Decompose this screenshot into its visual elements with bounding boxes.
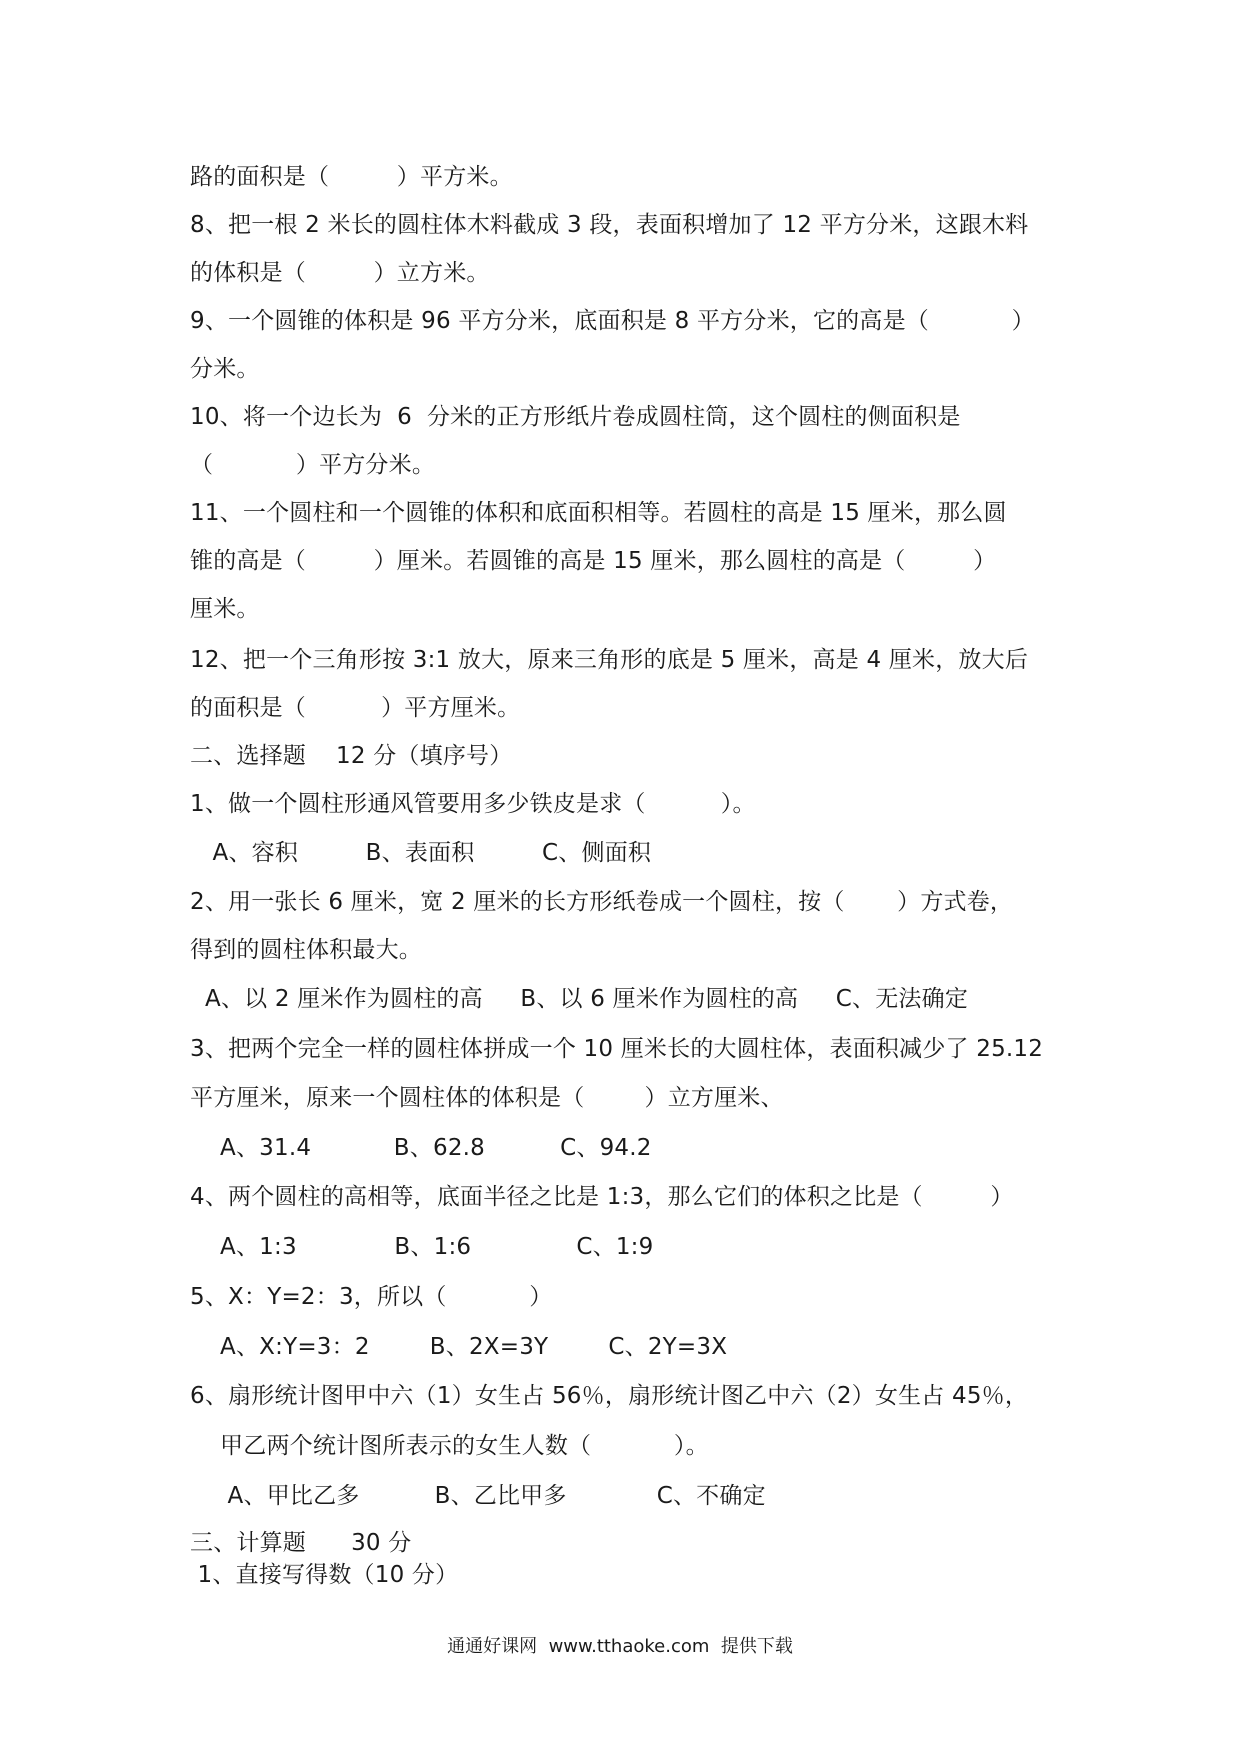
footer-credit: 通通好课网 www.tthaoke.com 提供下载 xyxy=(447,1636,793,1657)
text-line: 路的面积是（ ）平方米。 xyxy=(190,164,513,190)
question-line: 甲乙两个统计图所表示的女生人数（ ）。 xyxy=(190,1433,709,1459)
text-line: 10、将一个边长为 6 分米的正方形纸片卷成圆柱筒，这个圆柱的侧面积是 xyxy=(190,404,961,430)
choice-options: A、X:Y=3：2 B、2X=3Y C、2Y=3X xyxy=(190,1334,728,1360)
text-line: 8、把一根 2 米长的圆柱体木料截成 3 段，表面积增加了 12 平方分米，这跟木料 xyxy=(190,212,1029,238)
question-line: 6、扇形统计图甲中六（1）女生占 56％，扇形统计图乙中六（2）女生占 45％， xyxy=(190,1383,1029,1409)
text-line: 锥的高是（ ）厘米。若圆锥的高是 15 厘米，那么圆柱的高是（ ） xyxy=(190,548,997,574)
choice-options: A、以 2 厘米作为圆柱的高 B、以 6 厘米作为圆柱的高 C、无法确定 xyxy=(190,986,969,1012)
section-heading: 二、选择题 12 分（填序号） xyxy=(190,743,513,769)
question-line: 平方厘米，原来一个圆柱体的体积是（ ）立方厘米、 xyxy=(190,1085,784,1111)
section-heading: 三、计算题 30 分 xyxy=(190,1530,412,1556)
text-line: 9、一个圆锥的体积是 96 平方分米，底面积是 8 平方分米，它的高是（ ） xyxy=(190,308,1035,334)
question-line: 5、X：Y=2：3，所以（ ） xyxy=(190,1284,553,1310)
choice-options: A、1:3 B、1:6 C、1:9 xyxy=(190,1234,654,1260)
text-line: 11、一个圆柱和一个圆锥的体积和底面积相等。若圆柱的高是 15 厘米，那么圆 xyxy=(190,500,1007,526)
question-line: 4、两个圆柱的高相等，底面半径之比是 1:3，那么它们的体积之比是（ ） xyxy=(190,1184,1014,1210)
question-line: 1、直接写得数（10 分） xyxy=(190,1562,459,1588)
choice-options: A、31.4 B、62.8 C、94.2 xyxy=(190,1135,652,1161)
text-line: 的面积是（ ）平方厘米。 xyxy=(190,695,521,721)
question-line: 得到的圆柱体积最大。 xyxy=(190,937,422,963)
text-line: （ ）平方分米。 xyxy=(190,452,436,478)
choice-options: A、甲比乙多 B、乙比甲多 C、不确定 xyxy=(190,1483,766,1509)
text-line: 厘米。 xyxy=(190,596,260,622)
text-line: 分米。 xyxy=(190,356,260,382)
question-line: 2、用一张长 6 厘米，宽 2 厘米的长方形纸卷成一个圆柱，按（ ）方式卷， xyxy=(190,889,1014,915)
choice-options: A、容积 B、表面积 C、侧面积 xyxy=(190,840,652,866)
text-line: 12、把一个三角形按 3:1 放大，原来三角形的底是 5 厘米，高是 4 厘米，放大后 xyxy=(190,647,1029,673)
question-line: 3、把两个完全一样的圆柱体拼成一个 10 厘米长的大圆柱体，表面积减少了 25.12 xyxy=(190,1036,1044,1062)
text-line: 的体积是（ ）立方米。 xyxy=(190,260,490,286)
question-line: 1、做一个圆柱形通风管要用多少铁皮是求（ ）。 xyxy=(190,791,756,817)
